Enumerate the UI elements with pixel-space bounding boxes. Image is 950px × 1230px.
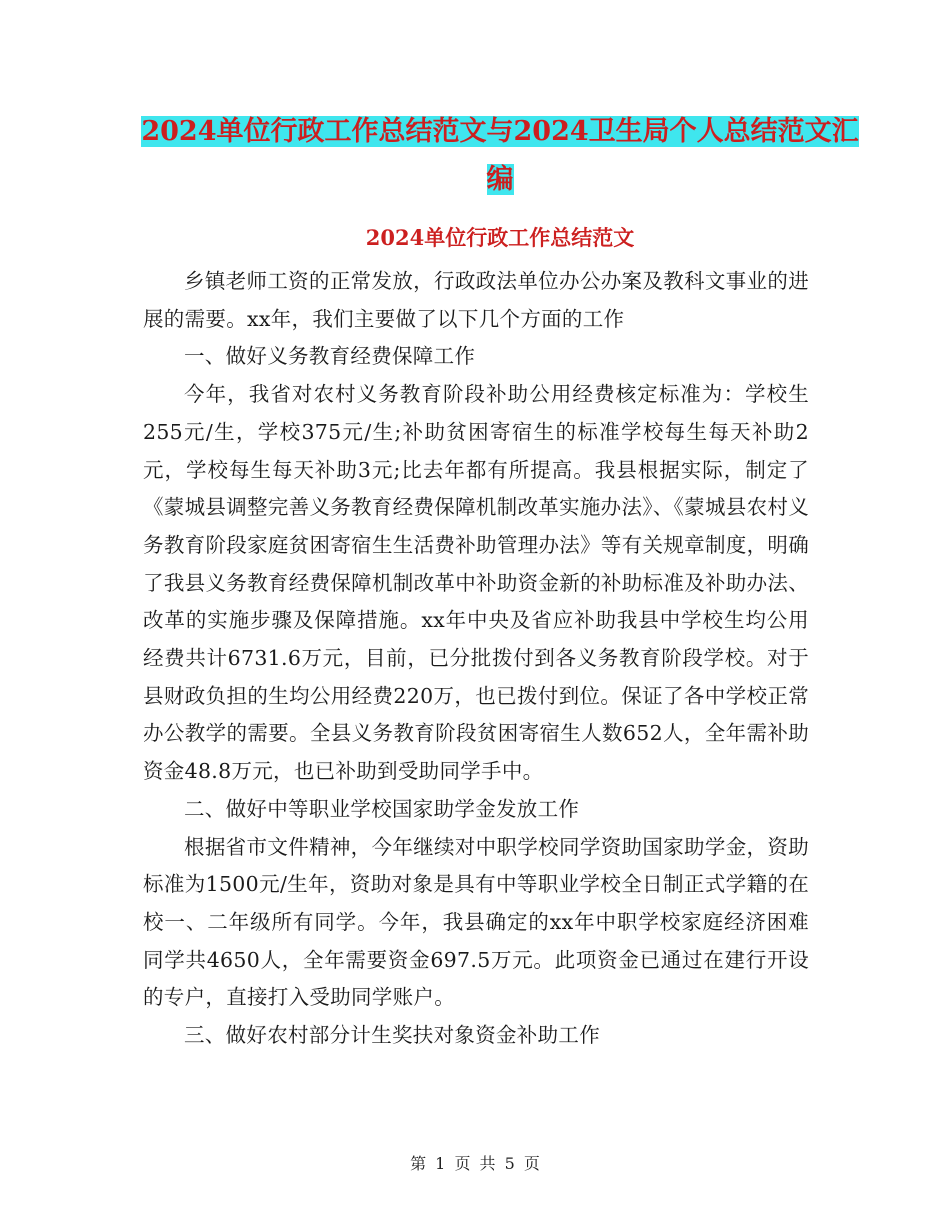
paragraph-item-1: 今年，我省对农村义务教育阶段补助公用经费核定标准为：学校生255元/生，学校375元/生;补助贫困寄宿生的标准学校每生每天补助2元，学校每生每天补助3元;比去年都有所提高。我县根据实际，制定了《蒙城县调整完善义务教育经费保障机制改革实施办法》、《蒙城县农村义务教育阶段家庭贫困寄宿生生活费补助管理办法》等有关规章制度，明确了我县义务教育经费保障机制改革中补助资金新的补助标准及补助办法、改革的实施步骤及保障措施。xx年中央及省应补助我县中学校生均公用经费共计6731.6万元，目前，已分批拨付到各义务教育阶段学校。对于县财政负担的生均公用经费220万，也已拨付到位。保证了各中学校正常办公教学的需要。全县义务教育阶段贫困寄宿生人数652人，全年需补助资金48.8万元，也已补助到受助同学手中。	[143, 382, 809, 784]
document-title	[140, 108, 860, 204]
document-title-text: 2024单位行政工作总结范文与2024卫生局个人总结范文汇编	[141, 116, 859, 195]
paragraph-item-2: 根据省市文件精神，今年继续对中职学校同学资助国家助学金，资助标准为1500元/生年，资助对象是具有中等职业学校全日制正式学籍的在校一、二年级所有同学。今年，我县确定的xx年中职学校家庭经济困难同学共4650人，全年需要资金697.5万元。此项资金已通过在建行开设的专户，直接打入受助同学账户。	[143, 834, 809, 1010]
paragraph-intro: 乡镇老师工资的正常发放，行政政法单位办公办案及教科文事业的进展的需要。xx年，我们主要做了以下几个方面的工作	[143, 269, 809, 331]
heading-item-3: 三、做好农村部分计生奖扶对象资金补助工作	[184, 1023, 600, 1048]
section-title: 2024单位行政工作总结范文	[365, 225, 635, 250]
document-body	[143, 263, 809, 1055]
heading-item-2: 二、做好中等职业学校国家助学金发放工作	[184, 796, 580, 821]
page-number-footer: 第 1 页 共 5 页	[410, 1154, 540, 1173]
heading-item-1: 一、做好义务教育经费保障工作	[184, 344, 476, 369]
